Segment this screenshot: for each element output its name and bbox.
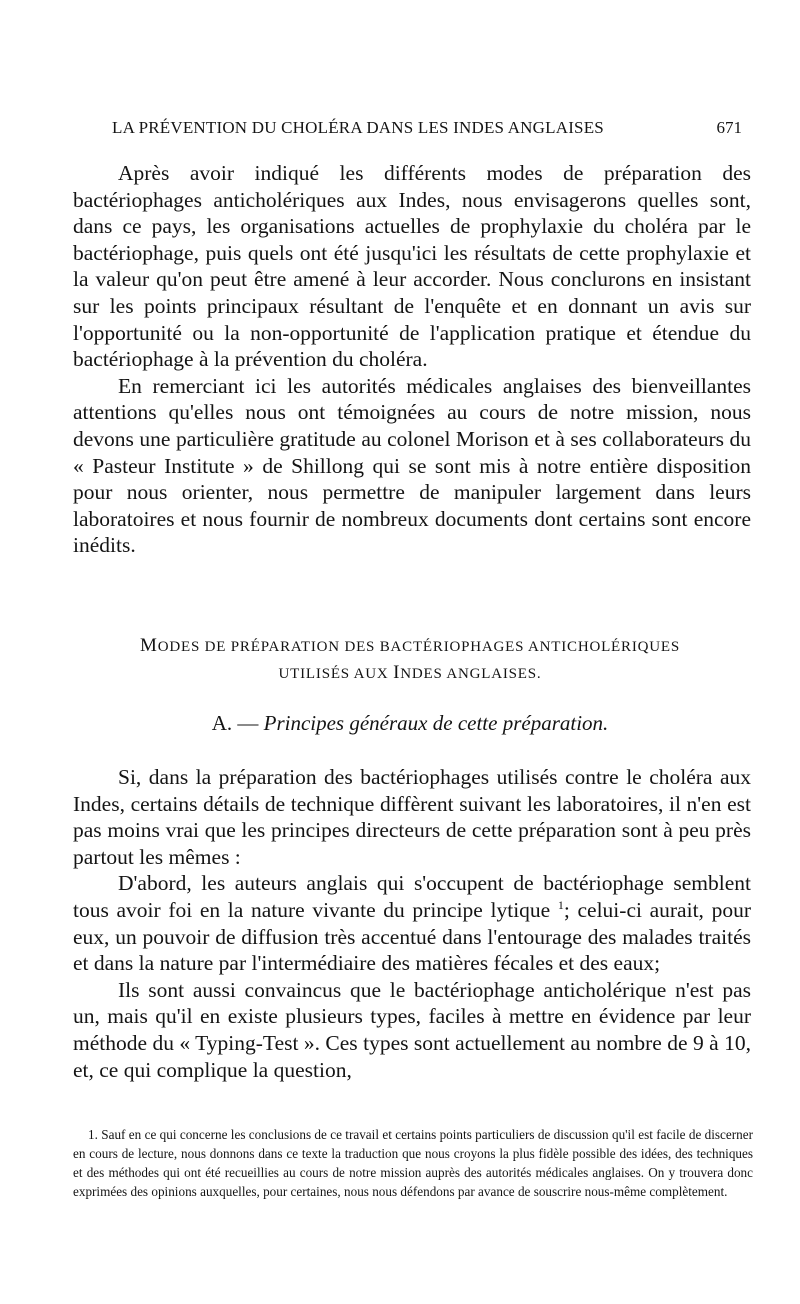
section-heading (60, 633, 760, 687)
page-number: 671 (716, 118, 742, 137)
subsection-title: Principes généraux de cette préparation. (263, 711, 609, 735)
section-heading-line-2-start: UTILISÉS AUX (278, 666, 394, 682)
footnote-paragraph (73, 1125, 753, 1201)
page-header (112, 118, 742, 146)
main-paragraph-3: Ils sont aussi convaincus que le bactériophage anticholérique n'est pas un, mais qu'il en existe plusieurs types, faciles à mettre en évidence par leur méthode du « Typing-Test ». Ces types sont actuellement au nombre de 9 à 10, et, ce qui complique la question, (73, 977, 751, 1082)
intro-text (73, 160, 751, 559)
section-initial-i: I (393, 662, 401, 683)
main-text (73, 764, 751, 1083)
main-paragraph-2 (73, 870, 751, 976)
intro-paragraph-2: En remerciant ici les autorités médicales anglaises des bienveillantes attentions qu'elles nous ont témoignées au cours de notre mission, nous devons une particulière gratitude au colonel Morison et à ses collaborateurs du « Pasteur Institute » de Shillong qui se sont mis à notre entière disposition pour nous orienter, nous permettre de manipuler largement dans leurs laboratoires et nous fournir de nombreux documents dont certains sont encore inédits. (73, 373, 751, 558)
main-paragraph-2-end: ; celui-ci aurait, pour eux, un pouvoir de diffusion très accentué dans l'entourage des malades traités et dans la nature par l'intermédiaire des matières fécales et des eaux; (73, 897, 751, 976)
subsection-heading (60, 711, 760, 736)
section-heading-line-1 (60, 633, 760, 660)
footnote-reference: 1 (557, 897, 564, 912)
section-heading-line-1-rest: ODES DE PRÉPARATION DES BACTÉRIOPHAGES ANTICHOLÉRIQUES (157, 639, 680, 655)
footnote-text: Sauf en ce qui concerne les conclusions de ce travail et certains points particuliers de discussion qu'il est facile de discerner en cours de lecture, nous donnons dans ce texte la traduction que nous croyons la plus fidèle possible des idées, des techniques et des méthodes qui ont été recueillies au cours de notre mission auprès des autorités médicales anglaises. On y trouvera donc exprimées des opinions auxquelles, pour certaines, nous nous défendons par avance de souscrire nous-même complètement. (73, 1127, 753, 1199)
main-paragraph-1: Si, dans la préparation des bactériophages utilisés contre le choléra aux Indes, certains détails de technique diffèrent suivant les laboratoires, il n'en est pas moins vrai que les principes directeurs de cette préparation sont à peu près partout les mêmes : (73, 765, 751, 869)
section-heading-line-2 (60, 660, 760, 687)
main-paragraph-2-start: D'abord, les auteurs anglais qui s'occupent de bactériophage semblent tous avoir foi en la nature vivante du principe lytique (73, 871, 751, 922)
subsection-label: A. — (211, 711, 259, 735)
running-title: LA PRÉVENTION DU CHOLÉRA DANS LES INDES ANGLAISES (112, 118, 604, 137)
intro-paragraph-1: Après avoir indiqué les différents modes de préparation des bactériophages anticholériques aux Indes, nous envisagerons quelles sont, dans ce pays, les organisations actuelles de prophylaxie du choléra par le bactériophage, puis quels ont été jusqu'ici les résultats de cette prophylaxie et la valeur qu'on peut être amené à leur accorder. Nous conclurons en insistant sur les points principaux résultant de l'enquête et en donnant un avis sur l'opportunité ou la non-opportunité de l'application pratique et étendue du bactériophage à la prévention du choléra. (73, 161, 751, 372)
section-heading-line-2-rest: NDES ANGLAISES. (400, 666, 542, 682)
section-initial-m: M (140, 635, 158, 656)
footnote-mark: 1. (88, 1127, 98, 1142)
footnote (73, 1125, 753, 1201)
